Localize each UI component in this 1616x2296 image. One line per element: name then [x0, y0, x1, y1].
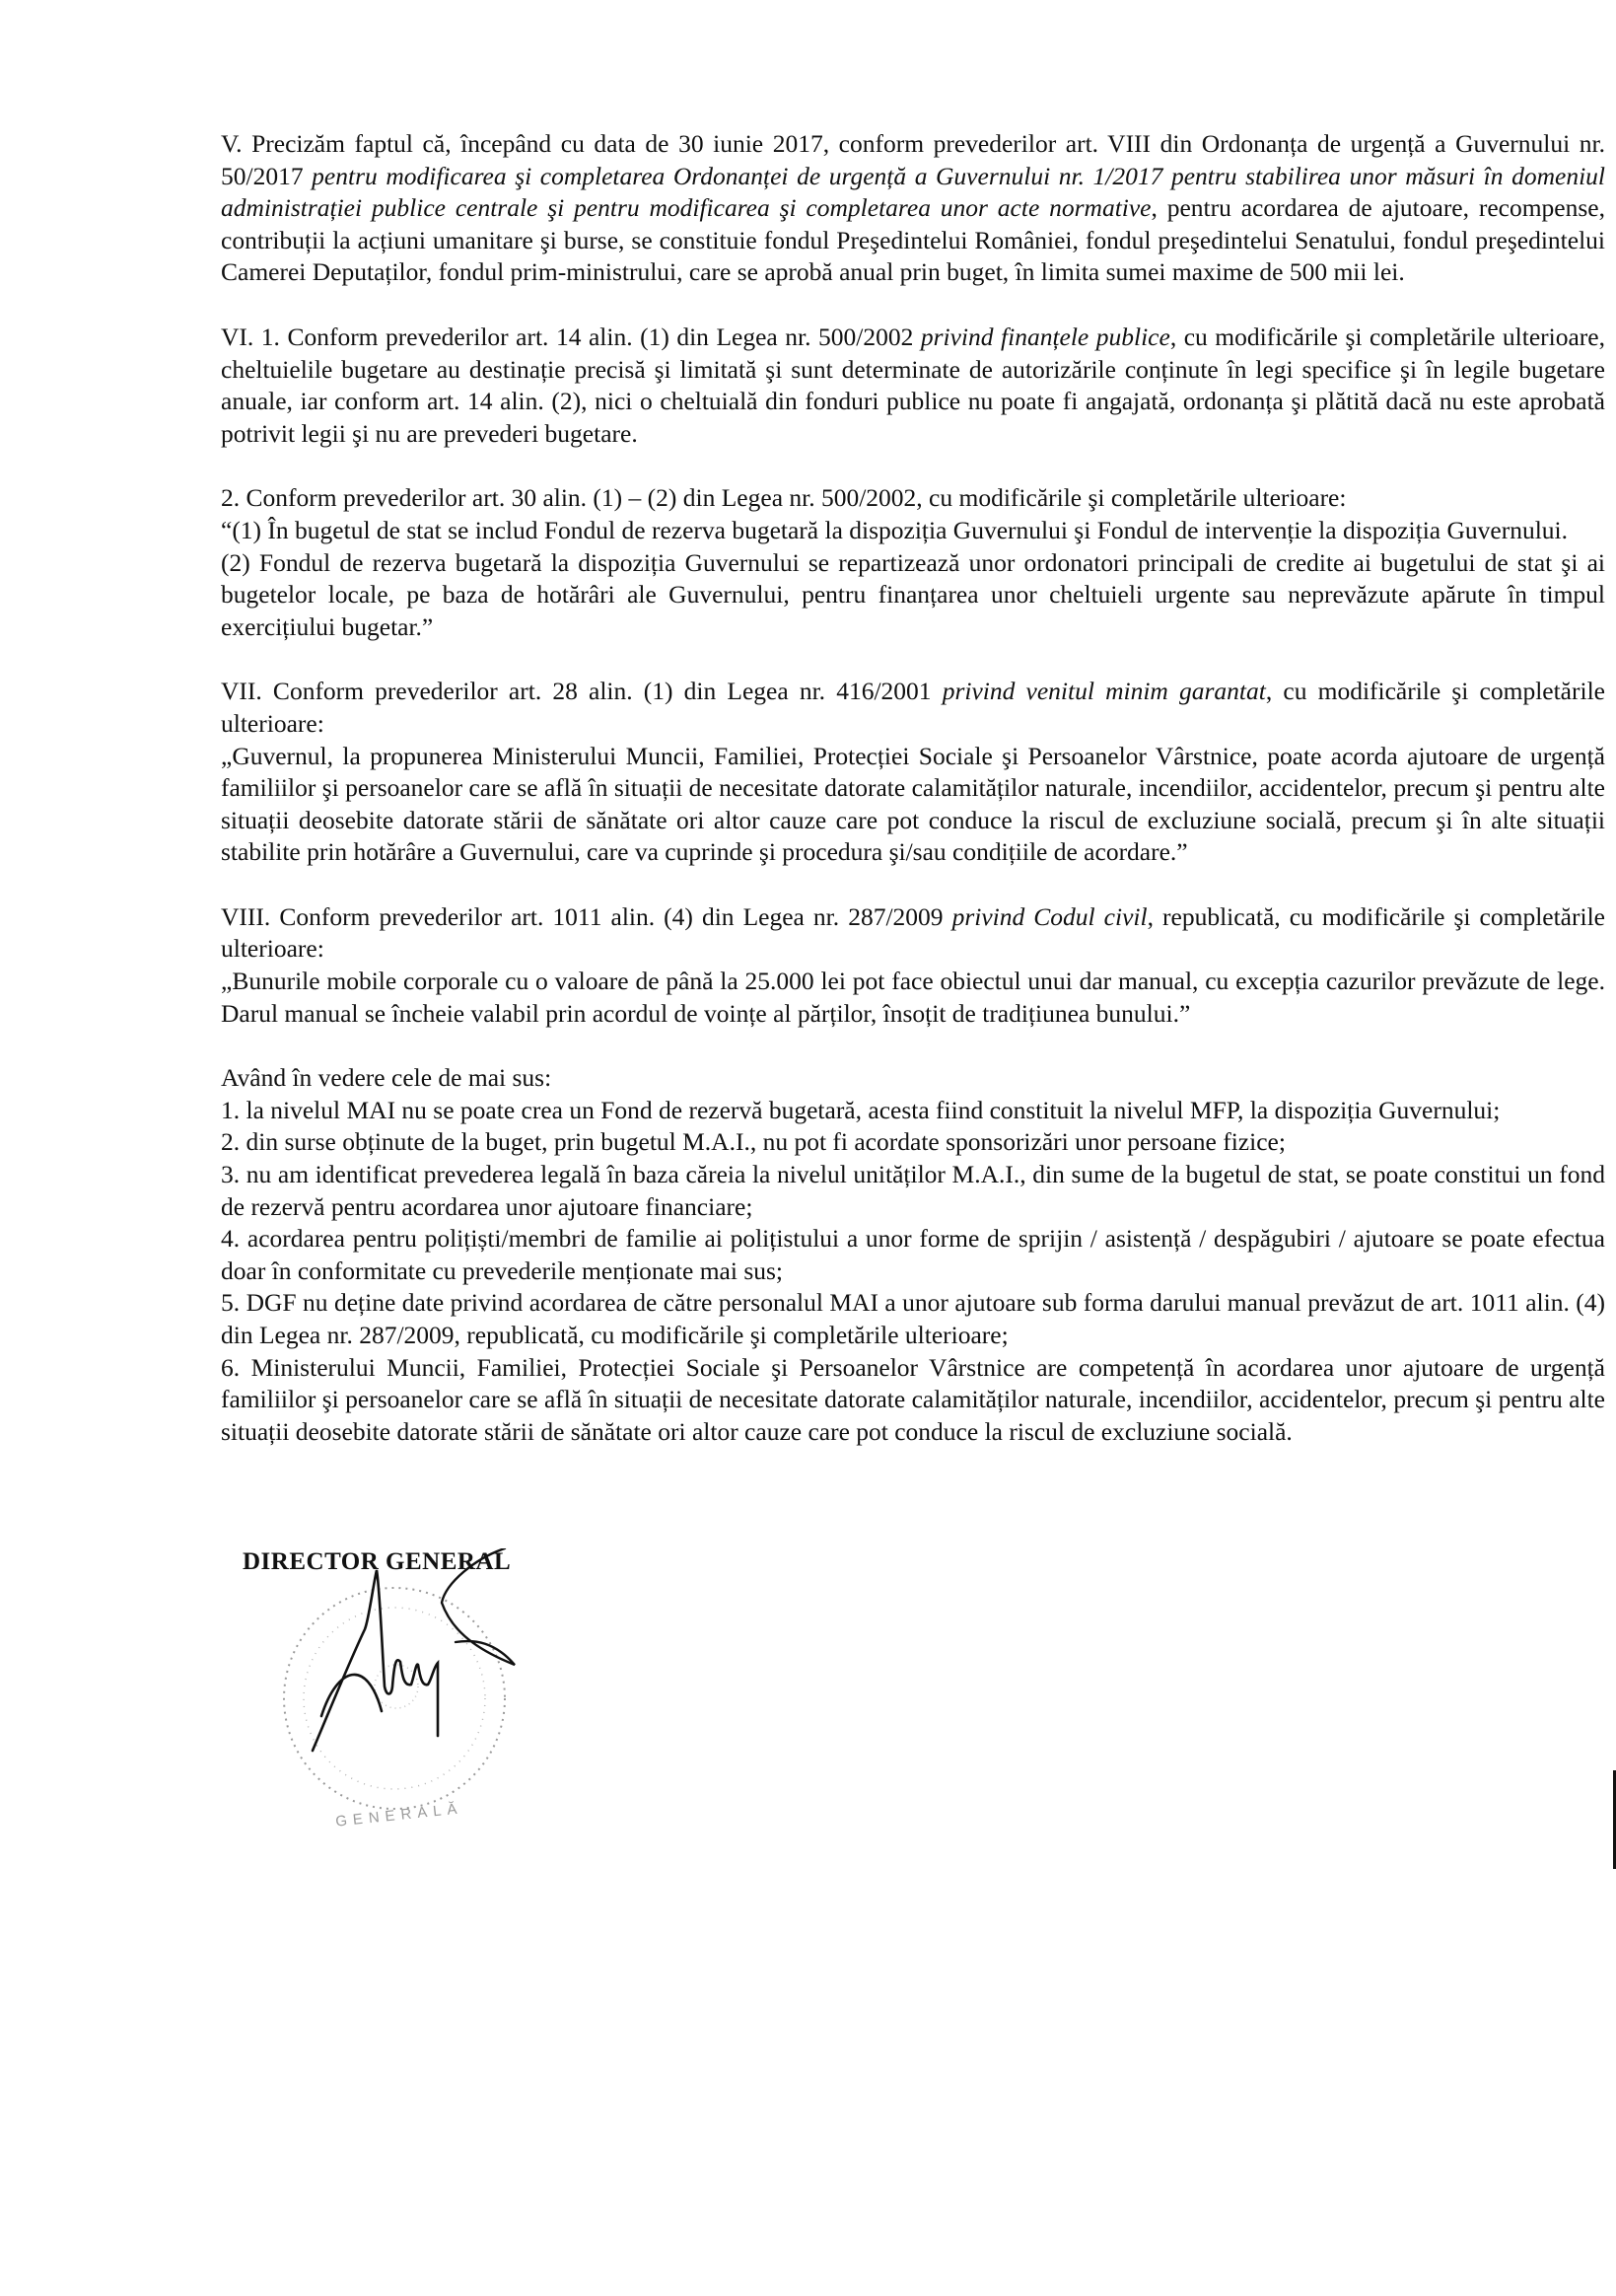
stamp-center-emblem — [375, 1665, 418, 1708]
conclusion-item: 3. nu am identificat prevederea legală în baza căreia la nivelul unităților M.A.I., din sume de la bugetul de stat, se poate constitui un fond de rezervă pentru acordarea unor ajutoare financiare; — [221, 1160, 1605, 1221]
section-vi-2-intro: 2. Conform prevederilor art. 30 alin. (1) – (2) din Legea nr. 500/2002, cu modificările şi completările ulterioare: — [221, 483, 1347, 513]
section-viii-text: VIII. Conform prevederilor art. 1011 alin. (4) din Legea nr. 287/2009 — [221, 901, 952, 931]
conclusions-intro: Având în vedere cele de mai sus: — [221, 1063, 552, 1093]
section-vi-1-text: VI. 1. Conform prevederilor art. 14 alin. (1) din Legea nr. 500/2002 — [221, 322, 921, 351]
section-vii-quote: „Guvernul, la propunerea Ministerului Muncii, Familiei, Protecției Sociale şi Persoanelor Vârstnice, poate acorda ajutoare de urgență familiilor şi persoanelor care se află în situații de necesitate datorate calamităților naturale, incendiilor, accidentelor, precum şi pentru alte situații deosebite datorate stării de sănătate ori altor cauze care pot conduce la riscul de excluziune socială, precum şi în alte situații stabilite prin hotărâre a Guvernului, care va cuprinde şi procedura şi/sau condițiile de acordare.” — [221, 741, 1605, 867]
stamp-text: GENERALĂ — [334, 1800, 464, 1830]
section-vii-text: VII. Conform prevederilor art. 28 alin. (1) din Legea nr. 416/2001 — [221, 677, 943, 706]
section-v-italic-title: pentru modificarea şi completarea Ordonanței de urgență a Guvernului nr. 1/2017 pentru stabilirea unor măsuri în domeniul administrației publice centrale şi pentru modificarea şi completarea unor acte normative — [221, 161, 1605, 223]
section-vi-1-text-cont: , cu modificările şi completările ulterioare, cheltuielile bugetare au destinație precisă şi limitată şi sunt determinate de autorizările conținute în legi specifice şi în legile bugetare anuale, iar conform art. 14 alin. (2), nici o cheltuială din fonduri publice nu poate fi angajată, ordonanța şi plătită dacă nu este aprobată potrivit legii şi nu are prevederi bugetare. — [221, 322, 1605, 448]
section-vi-1-paragraph — [221, 322, 1605, 450]
conclusion-item: 2. din surse obținute de la buget, prin bugetul M.A.I., nu pot fi acordate sponsorizări unor persoane fizice; — [221, 1127, 1286, 1157]
section-vii-intro — [221, 676, 1605, 740]
signature-stroke-main — [313, 1570, 438, 1751]
section-v-text-cont: , pentru acordarea de ajutoare, recompense, contribuții la acțiuni umanitare şi burse, se constituie fondul Preşedintelui României, fondul preşedintelui Senatului, fondul preşedintelui Camerei Deputaților, fondul prim-ministrului, care se aprobă anual prin buget, în limita sumei maxime de 500 mii lei. — [221, 193, 1605, 287]
section-viii-intro — [221, 901, 1605, 966]
section-vii-italic: privind venitul minim garantat — [942, 677, 1266, 706]
section-vii-text-cont: , cu modificările şi completările ulterioare: — [221, 677, 1605, 738]
section-viii-text-cont: , republicată, cu modificările şi completările ulterioare: — [221, 901, 1605, 964]
section-viii-italic: privind Codul civil — [951, 901, 1148, 931]
stamp-inner-ring — [304, 1608, 485, 1789]
conclusion-item: 6. Ministerului Muncii, Familiei, Protecției Sociale şi Persoanelor Vârstnice are competență în acordarea unor ajutoare de urgență familiilor şi persoanelor care se află în situații de necesitate datorate calamităților naturale, incendiilor, accidentelor, precum şi pentru alte situații deosebite datorate stării de sănătate ori altor cauze care pot conduce la riscul de excluziune socială. — [221, 1352, 1605, 1446]
section-v-paragraph — [221, 128, 1605, 289]
conclusion-item: 1. la nivelul MAI nu se poate crea un Fond de rezervă bugetară, acesta fiind constituit la nivelul MFP, la dispoziția Guvernului; — [221, 1095, 1501, 1124]
section-vi-2-quote-1: “(1) În bugetul de stat se includ Fondul de rezerva bugetară la dispoziția Guvernului şi Fondul de intervenție la dispoziția Guvernului. — [221, 515, 1569, 544]
section-v-text: V. Precizăm faptul că, începând cu data de 30 iunie 2017, conform prevederilor art. VIII din Ordonanța de urgență a Guvernului nr. 50/2017 — [221, 129, 1605, 190]
signatory-title: DIRECTOR GENERAL — [243, 1548, 512, 1575]
stamp-outer-ring — [284, 1588, 505, 1809]
section-viii-quote: „Bunurile mobile corporale cu o valoare de până la 25.000 lei pot face obiectul unui dar manual, cu excepția cazurilor prevăzute de lege. Darul manual se încheie valabil prin acordul de voințe al părților, însoțit de tradițiunea bunului.” — [221, 967, 1605, 1028]
conclusion-item: 4. acordarea pentru polițiști/membri de familie ai polițistului a unor forme de sprijin / asistență / despăgubiri / ajutoare se poate efectua doar în conformitate cu prevederile menționate mai sus; — [221, 1224, 1605, 1285]
section-vi-2-quote-2: (2) Fondul de rezerva bugetară la dispoziția Guvernului se repartizează unor ordonatori principali de credite ai bugetului de stat şi ai bugetelor locale, pe baza de hotărâri ale Guvernului, pentru finanțarea unor cheltuieli urgente sau neprevăzute apărute în timpul exercițiului bugetar.” — [221, 547, 1605, 641]
conclusion-item: 5. DGF nu deține date privind acordarea de către personalul MAI a unor ajutoare sub forma darului manual prevăzut de art. 1011 alin. (4) din Legea nr. 287/2009, republicată, cu modificările şi completările ulterioare; — [221, 1288, 1605, 1349]
document-body — [221, 128, 1605, 1448]
section-vi-1-italic: privind finanțele publice — [920, 322, 1170, 351]
signature-block — [219, 1548, 613, 1864]
